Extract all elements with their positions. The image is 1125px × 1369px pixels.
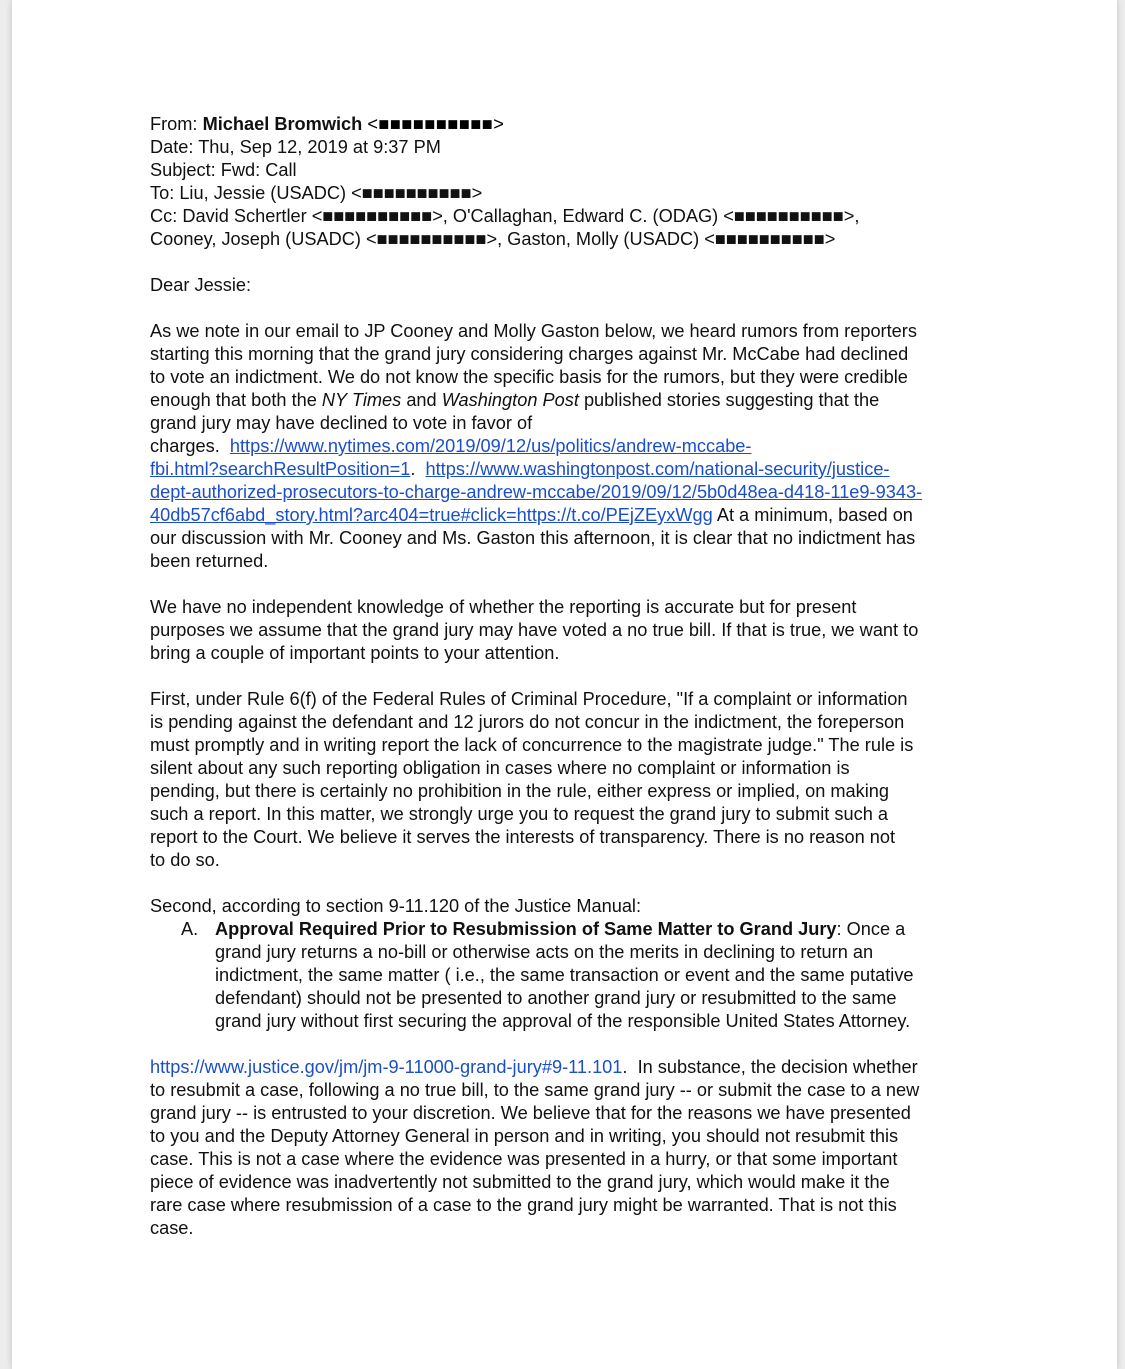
from-label: From: xyxy=(150,114,198,134)
email-header xyxy=(150,113,1010,251)
salutation: Dear Jessie: xyxy=(150,275,252,295)
washingtonpost-link-end[interactable]: 40db57cf6abd_story.html?arc404=true#click=https://t.co/PEjZEyxWgg xyxy=(150,505,713,525)
quoted-text xyxy=(215,918,1010,1033)
text-line: Second, according to section 9-11.120 of the Justice Manual: xyxy=(150,896,642,916)
date-line: Date: Thu, Sep 12, 2019 at 9:37 PM xyxy=(150,137,441,157)
text-span: and xyxy=(401,390,442,410)
text-span: At a minimum, based on xyxy=(712,505,913,525)
text-line xyxy=(150,435,1010,458)
text-line: bring a couple of important points to your attention. xyxy=(150,643,560,663)
text-line: silent about any such reporting obligation in cases where no complaint or information is xyxy=(150,758,850,778)
text-line: grand jury may have declined to vote in favor of xyxy=(150,413,533,433)
text-line: grand jury -- is entrusted to your discretion. We believe that for the reasons we have presented xyxy=(150,1103,911,1123)
list-marker: A. xyxy=(181,919,199,939)
text-line: indictment, the same matter ( i.e., the same transaction or event and the same putative xyxy=(215,965,914,985)
text-line: rare case where resubmission of a case to the grand jury might be warranted. That is not this xyxy=(150,1195,897,1215)
text-line: We have no independent knowledge of whether the reporting is accurate but for present xyxy=(150,597,857,617)
text-span: . xyxy=(410,459,426,479)
text-span: : Once a xyxy=(836,919,906,939)
cc-line-2: Cooney, Joseph (USADC) <■■■■■■■■■■>, Gaston, Molly (USADC) <■■■■■■■■■■> xyxy=(150,229,836,249)
text-line: been returned. xyxy=(150,551,269,571)
justice-manual-link[interactable]: https://www.justice.gov/jm/jm-9-11000-grand-jury#9-11.101 xyxy=(150,1057,623,1077)
text-line xyxy=(215,918,1010,941)
document-page xyxy=(12,0,1117,1369)
washingtonpost-link-cont[interactable]: dept-authorized-prosecutors-to-charge-andrew-mccabe/2019/09/12/5b0d48ea-d418-11e9-9343- xyxy=(150,482,923,502)
quoted-heading: Approval Required Prior to Resubmission of Same Matter to Grand Jury xyxy=(215,919,837,939)
text-line: report to the Court. We believe it serves the interests of transparency. There is no reason not xyxy=(150,827,896,847)
text-line: grand jury without first securing the approval of the responsible United States Attorney. xyxy=(215,1011,911,1031)
text-line: our discussion with Mr. Cooney and Ms. Gaston this afternoon, it is clear that no indictment has xyxy=(150,528,916,548)
text-span: . In substance, the decision whether xyxy=(622,1057,918,1077)
text-line xyxy=(150,504,1010,527)
text-line: to you and the Deputy Attorney General in person and in writing, you should not resubmit this xyxy=(150,1126,899,1146)
cc-line-1: Cc: David Schertler <■■■■■■■■■■>, O'Callaghan, Edward C. (ODAG) <■■■■■■■■■■>, xyxy=(150,206,860,226)
text-line: grand jury returns a no-bill or otherwise acts on the merits in declining to return an xyxy=(215,942,874,962)
email-content xyxy=(150,113,1010,1240)
subject-line: Subject: Fwd: Call xyxy=(150,160,297,180)
text-span: published stories suggesting that the xyxy=(578,390,880,410)
publication-wapo: Washington Post xyxy=(441,390,579,410)
paragraph-rumors xyxy=(150,320,1010,573)
text-span: charges. xyxy=(150,436,230,456)
nytimes-link-cont[interactable]: fbi.html?searchResultPosition=1 xyxy=(150,459,411,479)
sender-name: Michael Bromwich xyxy=(202,114,363,134)
text-line: to do so. xyxy=(150,850,220,870)
text-line: purposes we assume that the grand jury may have voted a no true bill. If that is true, we want to xyxy=(150,620,919,640)
text-line xyxy=(150,458,1010,481)
washingtonpost-link[interactable]: https://www.washingtonpost.com/national-security/justice- xyxy=(425,459,890,479)
paragraph-assumption xyxy=(150,596,1010,665)
text-line: such a report. In this matter, we strongly urge you to request the grand jury to submit such a xyxy=(150,804,888,824)
text-line: As we note in our email to JP Cooney and Molly Gaston below, we heard rumors from reporters xyxy=(150,321,917,341)
text-span: enough that both the xyxy=(150,390,322,410)
text-line xyxy=(150,1056,1010,1079)
paragraph-rule-6f xyxy=(150,688,1010,872)
text-line: First, under Rule 6(f) of the Federal Rules of Criminal Procedure, "If a complaint or information xyxy=(150,689,908,709)
quoted-list-item xyxy=(181,918,1010,1033)
text-line: defendant) should not be presented to another grand jury or resubmitted to the same xyxy=(215,988,897,1008)
nytimes-link[interactable]: https://www.nytimes.com/2019/09/12/us/politics/andrew-mccabe- xyxy=(229,436,752,456)
publication-nyt: NY Times xyxy=(321,390,402,410)
text-line: case. xyxy=(150,1218,194,1238)
text-line: to resubmit a case, following a no true bill, to the same grand jury -- or submit the case to a new xyxy=(150,1080,920,1100)
text-line xyxy=(150,389,1010,412)
to-line: To: Liu, Jessie (USADC) <■■■■■■■■■■> xyxy=(150,183,483,203)
text-line: case. This is not a case where the evidence was presented in a hurry, or that some important xyxy=(150,1149,898,1169)
from-line xyxy=(150,113,1010,136)
text-line xyxy=(150,481,1010,504)
text-line: starting this morning that the grand jury considering charges against Mr. McCabe had declined xyxy=(150,344,909,364)
text-line: must promptly and in writing report the lack of concurrence to the magistrate judge." The rule is xyxy=(150,735,914,755)
text-line: is pending against the defendant and 12 jurors do not concur in the indictment, the foreperson xyxy=(150,712,905,732)
paragraph-justice-manual xyxy=(150,895,1010,1033)
text-line: pending, but there is certainly no prohibition in the rule, either express or implied, on making xyxy=(150,781,890,801)
sender-email-redacted: <■■■■■■■■■■> xyxy=(367,114,505,134)
text-line: to vote an indictment. We do not know the specific basis for the rumors, but they were credible xyxy=(150,367,908,387)
paragraph-resubmission xyxy=(150,1056,1010,1240)
text-line: piece of evidence was inadvertently not submitted to the grand jury, which would make it the xyxy=(150,1172,890,1192)
